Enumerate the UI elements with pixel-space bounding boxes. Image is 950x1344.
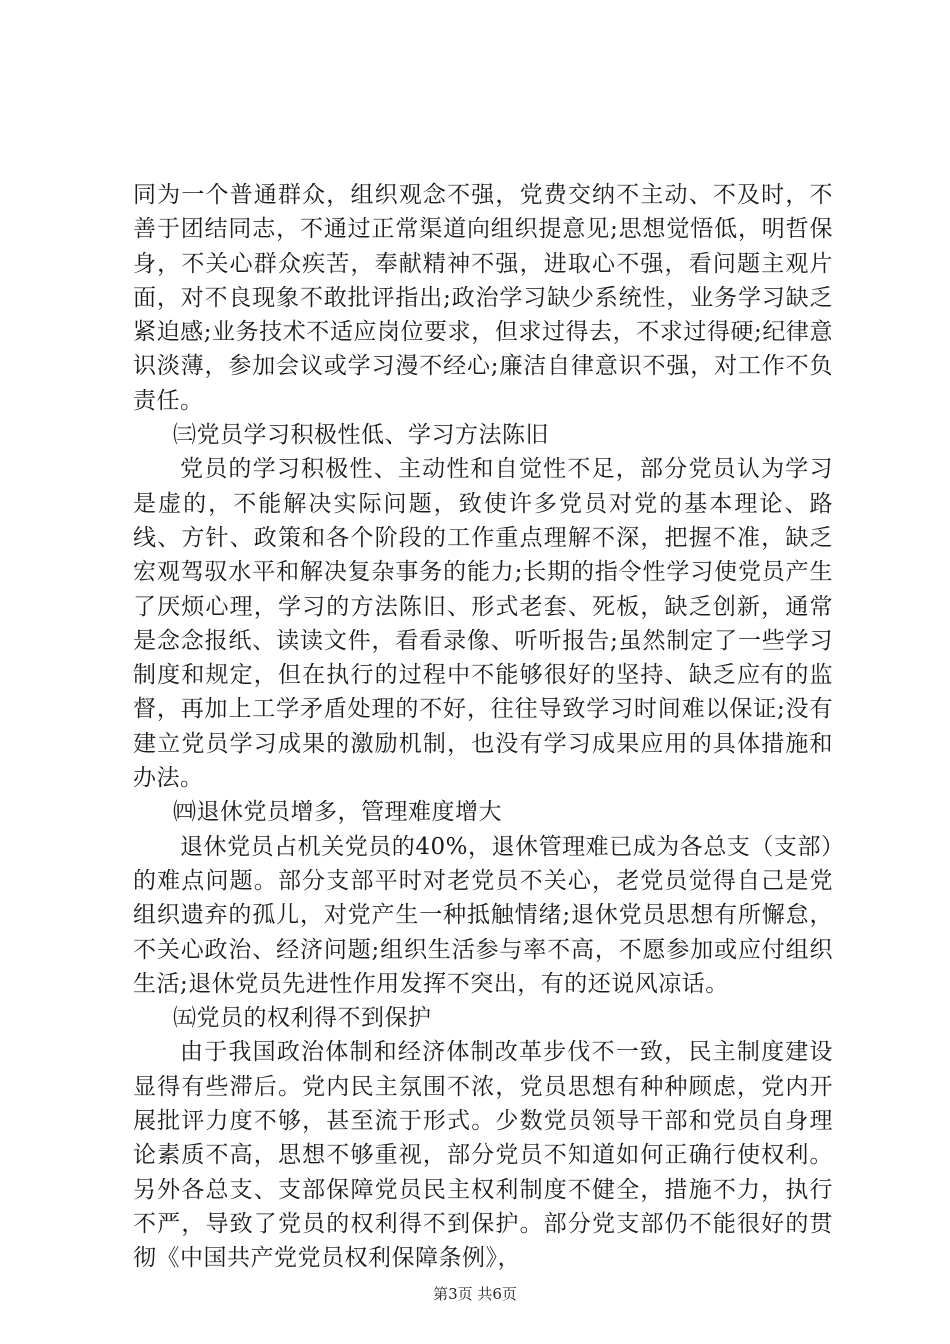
paragraph-retired-members: 退休党员占机关党员的40%，退休管理难已成为各总支（支部）的难点问题。部分支部平时对老党员不关心，老党员觉得自己是党组织遗弃的孤儿，对党产生一种抵触情绪;退休党员思想有所懈怠，不关心政治、经济问题;组织生活参与率不高，不愿参加或应付组织生活;退休党员先进性作用发挥不突出，有的还说风凉话。 (133, 833, 833, 997)
section-heading-4: ㈣退休党员增多，管理难度增大 (173, 799, 502, 826)
section-heading-3: ㈢党员学习积极性低、学习方法陈旧 (173, 422, 549, 449)
section-heading-5: ㈤党员的权利得不到保护 (173, 1005, 432, 1032)
document-body (133, 178, 833, 1276)
page-footer: 第3页 共6页 (433, 1285, 517, 1303)
paragraph-member-rights: 由于我国政治体制和经济体制改革步伐不一致，民主制度建设显得有些滞后。党内民主氛围不浓，党员思想有种种顾虑，党内开展批评力度不够，甚至流于形式。少数党员领导干部和党员自身理论素质不高，思想不够重视，部分党员不知道如何正确行使权利。另外各总支、支部保障党员民主权利制度不健全，措施不力，执行不严，导致了党员的权利得不到保护。部分党支部仍不能很好的贯彻《中国共产党党员权利保障条例》， (133, 1039, 833, 1272)
paragraph-continued: 同为一个普通群众，组织观念不强，党费交纳不主动、不及时，不善于团结同志，不通过正常渠道向组织提意见;思想觉悟低，明哲保身，不关心群众疾苦，奉献精神不强，进取心不强，看问题主观片面，对不良现象不敢批评指出;政治学习缺少系统性，业务学习缺乏紧迫感;业务技术不适应岗位要求，但求过得去，不求过得硬;纪律意识淡薄，参加会议或学习漫不经心;廉洁自律意识不强，对工作不负责任。 (133, 182, 833, 414)
paragraph-study: 党员的学习积极性、主动性和自觉性不足，部分党员认为学习是虚的，不能解决实际问题，致使许多党员对党的基本理论、路线、方针、政策和各个阶段的工作重点理解不深，把握不准，缺乏宏观驾驭水平和解决复杂事务的能力;长期的指令性学习使党员产生了厌烦心理，学习的方法陈旧、形式老套、死板，缺乏创新，通常是念念报纸、读读文件，看看录像、听听报告;虽然制定了一些学习制度和规定，但在执行的过程中不能够很好的坚持、缺乏应有的监督，再加上工学矛盾处理的不好，往往导致学习时间难以保证;没有建立党员学习成果的激励机制，也没有学习成果应用的具体措施和办法。 (133, 456, 833, 792)
